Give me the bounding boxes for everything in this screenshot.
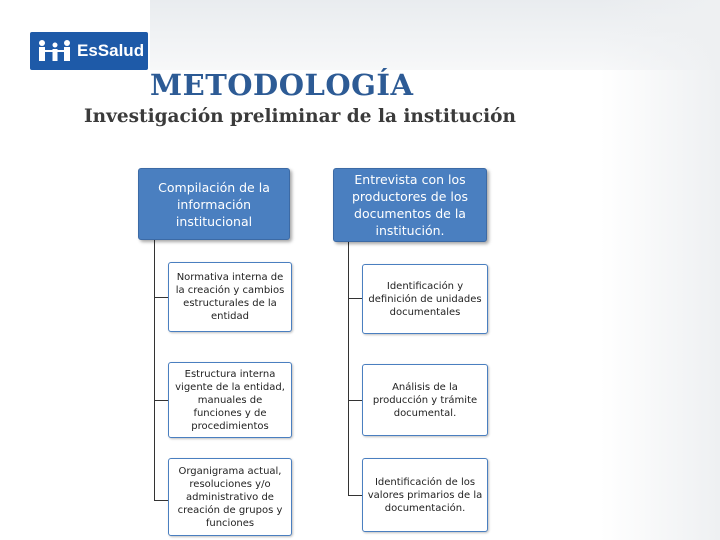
connector-col1-item1 <box>154 297 168 298</box>
column1-item-3 <box>168 458 292 536</box>
column2-item-1 <box>362 264 488 334</box>
connector-col1-item3 <box>154 500 168 501</box>
side-background <box>600 0 720 540</box>
column2-item-2-text: Análisis de la producción y trámite documental. <box>372 381 478 419</box>
column1-header <box>138 168 290 240</box>
column1-item-2 <box>168 362 292 438</box>
column2-header <box>333 168 487 242</box>
column2-item-3-text: Identificación de los valores primarios de la documentación. <box>367 476 483 514</box>
column2-item-1-text: Identificación y definición de unidades documentales <box>368 280 482 318</box>
column1-item-1 <box>168 262 292 332</box>
column1-header-text: Compilación de la información institucional <box>158 179 270 229</box>
connector-col2-item3 <box>348 495 362 496</box>
column2-item-3 <box>362 458 488 532</box>
connector-col1-item2 <box>154 400 168 401</box>
column1-item-3-text: Organigrama actual, resoluciones y/o administrativo de creación de grupos y funciones <box>177 465 283 529</box>
column2-header-text: Entrevista con los productores de los documentos de la institución. <box>352 172 468 238</box>
column1-item-2-text: Estructura interna vigente de la entidad, manuales de funciones y de procedimientos <box>175 368 285 432</box>
connector-col2-item1 <box>348 298 362 299</box>
page-subtitle: Investigación preliminar de la institución <box>84 106 516 127</box>
column1-item-1-text: Normativa interna de la creación y cambios estructurales de la entidad <box>175 272 285 322</box>
connector-col1-vertical <box>154 240 155 500</box>
essalud-logo <box>30 32 148 70</box>
logo-text: EsSalud <box>77 41 145 60</box>
connector-col2-item2 <box>348 400 362 401</box>
connector-col2-vertical <box>348 242 349 495</box>
family-icon <box>36 39 74 63</box>
column2-item-2 <box>362 364 488 436</box>
page-title: METODOLOGÍA <box>150 68 414 102</box>
